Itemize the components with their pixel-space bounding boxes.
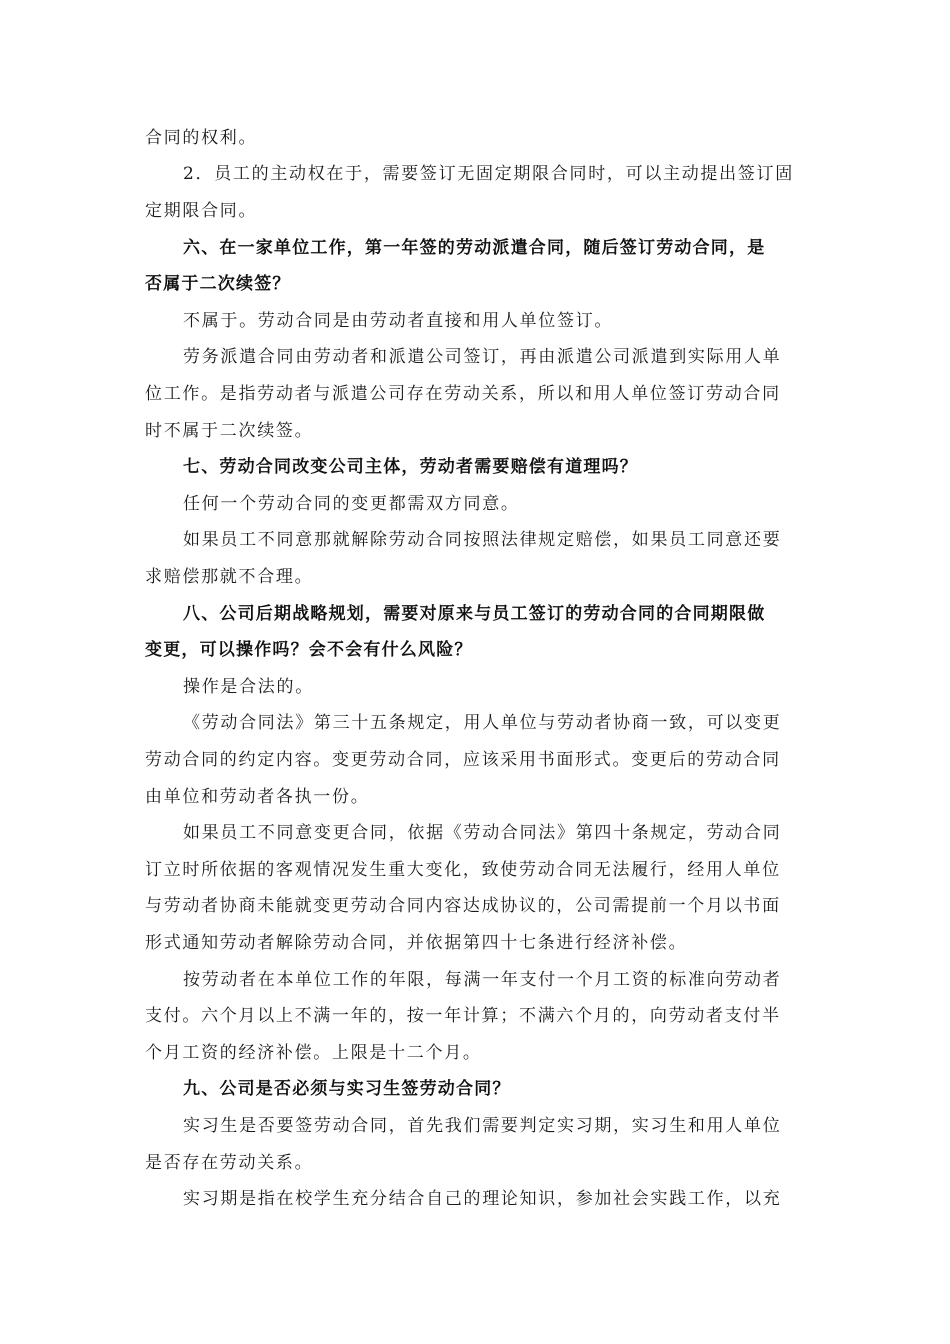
text-line: 订立时所依据的客观情况发生重大变化，致使劳动合同无法履行，经用人单位 bbox=[145, 860, 781, 880]
text-line: 与劳动者协商未能就变更劳动合同内容达成协议的，公司需提前一个月以书面 bbox=[145, 896, 781, 916]
section-heading: 否属于二次续签？ bbox=[145, 274, 291, 294]
text-line: 由单位和劳动者各执一份。 bbox=[145, 787, 370, 807]
text-line: 劳动合同的约定内容。变更劳动合同，应该采用书面形式。变更后的劳动合同 bbox=[145, 750, 781, 770]
text-line: 形式通知劳动者解除劳动合同，并依据第四十七条进行经济补偿。 bbox=[145, 933, 688, 953]
text-line: 位工作。是指劳动者与派遣公司存在劳动关系，所以和用人单位签订劳动合同 bbox=[145, 384, 781, 404]
text-line: 如果员工不同意变更合同，依据《劳动合同法》第四十条规定，劳动合同 bbox=[183, 823, 782, 843]
text-line: 实习生是否要签劳动合同，首先我们需要判定实习期，实习生和用人单位 bbox=[183, 1116, 782, 1136]
section-heading: 八、公司后期战略规划，需要对原来与员工签订的劳动合同的合同期限做 bbox=[183, 604, 766, 624]
text-line: 劳务派遣合同由劳动者和派遣公司签订，再由派遣公司派遣到实际用人单 bbox=[183, 347, 782, 367]
text-line: 是否存在劳动关系。 bbox=[145, 1153, 314, 1173]
text-line: 《劳动合同法》第三十五条规定，用人单位与劳动者协商一致，可以变更 bbox=[183, 713, 782, 733]
section-heading: 变更，可以操作吗？会不会有什么风险？ bbox=[145, 640, 473, 660]
section-heading: 七、劳动合同改变公司主体，劳动者需要赔偿有道理吗？ bbox=[183, 457, 638, 477]
text-line: 操作是合法的。 bbox=[183, 677, 314, 697]
text-line: 如果员工不同意那就解除劳动合同按照法律规定赔偿，如果员工同意还要 bbox=[183, 530, 782, 550]
text-line: 2．员工的主动权在于，需要签订无固定期限合同时，可以主动提出签订固 bbox=[183, 164, 794, 184]
text-line: 任何一个劳动合同的变更都需双方同意。 bbox=[183, 494, 520, 514]
text-line: 合同的权利。 bbox=[145, 128, 258, 148]
text-line: 实习期是指在校学生充分结合自己的理论知识，参加社会实践工作，以充 bbox=[183, 1189, 782, 1209]
text-line: 支付。六个月以上不满一年的，按一年计算；不满六个月的，向劳动者支付半 bbox=[145, 1006, 781, 1026]
text-line: 不属于。劳动合同是由劳动者直接和用人单位签订。 bbox=[183, 311, 614, 331]
text-line: 个月工资的经济补偿。上限是十二个月。 bbox=[145, 1043, 482, 1063]
text-line: 定期限合同。 bbox=[145, 201, 258, 221]
text-line: 时不属于二次续签。 bbox=[145, 421, 314, 441]
text-line: 按劳动者在本单位工作的年限，每满一年支付一个月工资的标准向劳动者 bbox=[183, 970, 782, 990]
section-heading: 九、公司是否必须与实习生签劳动合同？ bbox=[183, 1079, 511, 1099]
text-line: 求赔偿那就不合理。 bbox=[145, 567, 314, 587]
section-heading: 六、在一家单位工作，第一年签的劳动派遣合同，随后签订劳动合同，是 bbox=[183, 238, 766, 258]
